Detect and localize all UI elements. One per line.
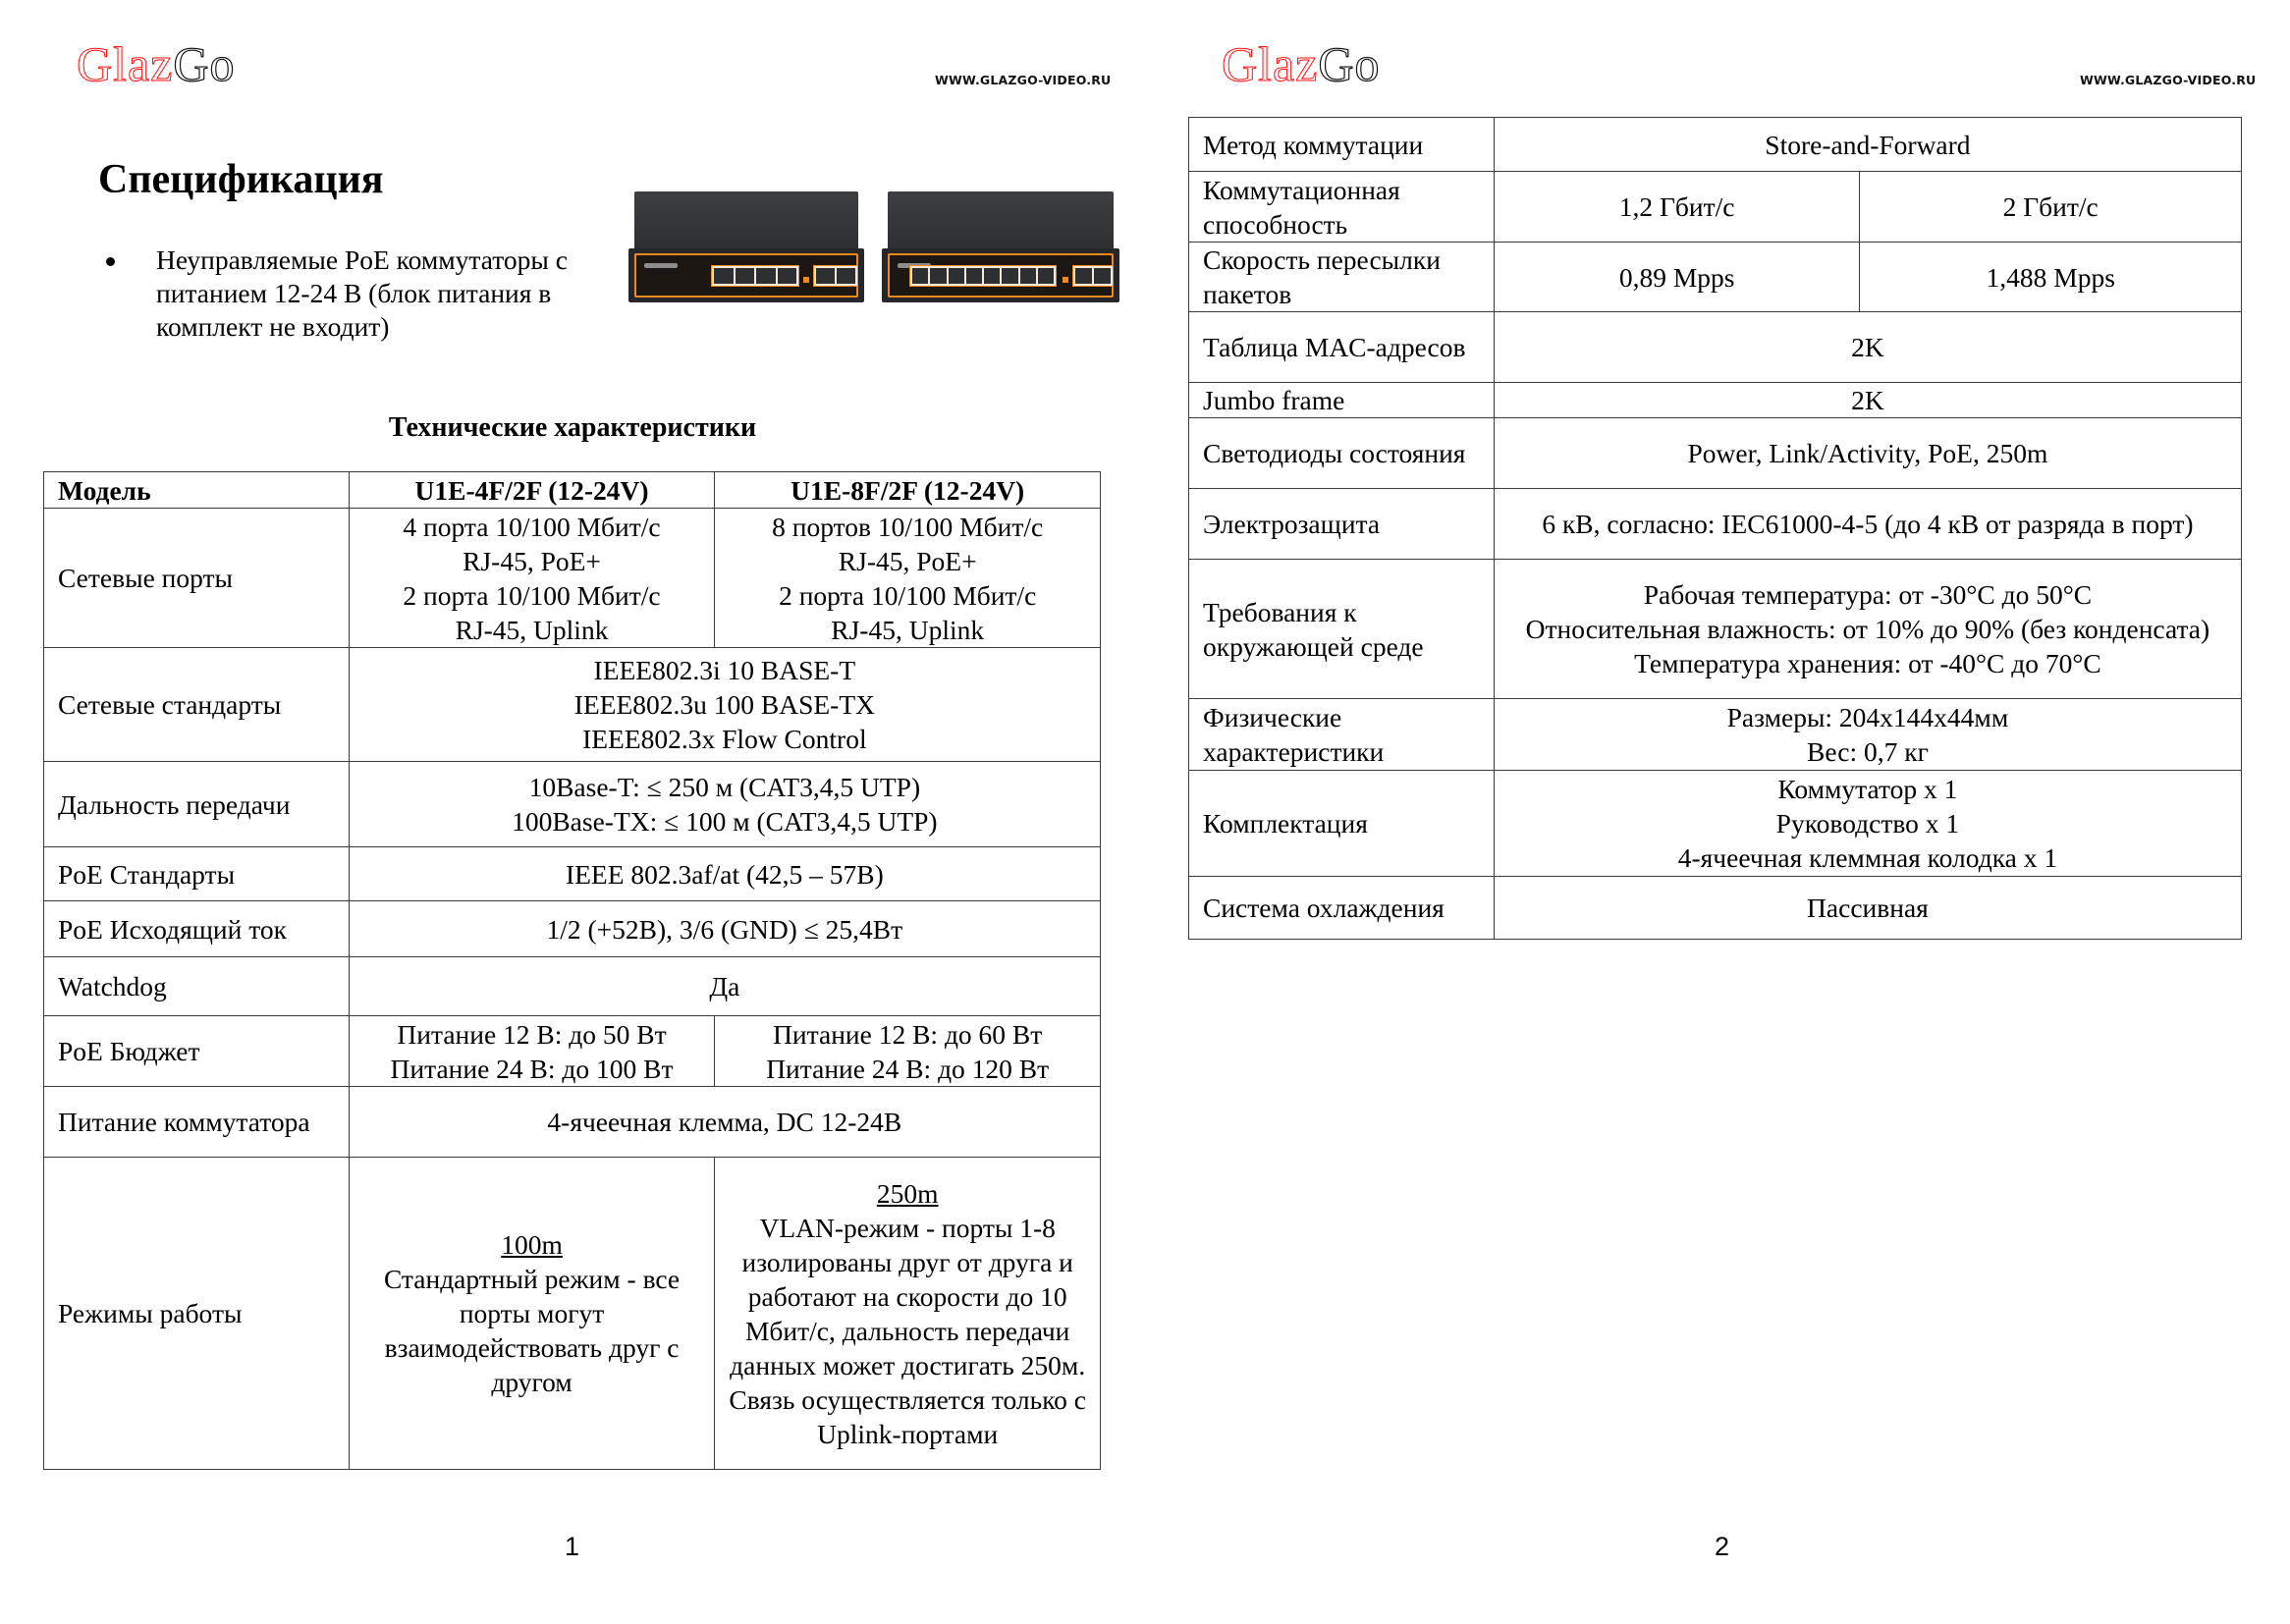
- cell-8port: [715, 1016, 1101, 1087]
- cell-value: 2K: [1494, 383, 2241, 418]
- logo-part-glaz: Glaz: [1222, 36, 1319, 91]
- mode-description: VLAN-режим - порты 1-8 изолированы друг от друга и работают на скорости до 10 Мбит/с, дальность передачи данных может достигать 250м. Связь осуществляется только с Uplink-портами: [729, 1212, 1086, 1449]
- table-header-row: [44, 472, 1101, 509]
- intro-bullet-text: Неуправляемые PoE коммутаторы с питанием 12-24 В (блок питания в комплект не входит): [156, 244, 568, 342]
- cell-value: [349, 847, 1100, 901]
- cell-line: Питание 12 В: до 50 Вт: [397, 1018, 667, 1050]
- header-model-8port: U1E-8F/2F (12-24V): [715, 472, 1101, 509]
- table-row: [44, 648, 1101, 762]
- cell-line: IEEE 802.3af/at (42,5 – 57В): [565, 858, 884, 890]
- row-label: Комплектация: [1189, 771, 1495, 877]
- cell-line: Питание 24 В: до 100 Вт: [390, 1053, 674, 1084]
- cell-value: [349, 901, 1100, 957]
- cell-line: Относительная влажность: от 10% до 90% (без конденсата): [1525, 614, 2210, 644]
- spec-table-page-1: [43, 471, 1101, 1470]
- cell-line: RJ-45, PoE+: [838, 545, 977, 576]
- table-row: [1189, 118, 2242, 172]
- cell-value: Store-and-Forward: [1494, 118, 2241, 172]
- cell-value: 2K: [1494, 312, 2241, 383]
- header-model: Модель: [44, 472, 350, 509]
- tech-specs-heading: Технические характеристики: [388, 412, 757, 443]
- site-url: WWW.GLAZGO-VIDEO.RU: [2080, 73, 2257, 87]
- cell-line: Размеры: 204x144x44мм: [1726, 702, 2009, 732]
- cell-line: Температура хранения: от -40°C до 70°C: [1634, 648, 2101, 678]
- row-label: Физические характеристики: [1189, 699, 1495, 771]
- page-number: 1: [565, 1532, 580, 1561]
- table-row: [44, 901, 1101, 957]
- cell-8port: 1,488 Mpps: [1860, 243, 2242, 312]
- cell-line: Питание 24 В: до 120 Вт: [766, 1053, 1050, 1084]
- cell-4port: 1,2 Гбит/с: [1494, 172, 1860, 243]
- logo-part-go: Go: [1318, 36, 1381, 91]
- cell-8port: 2 Гбит/с: [1860, 172, 2242, 243]
- table-row: [1189, 383, 2242, 418]
- cell-line: 100Base-TX: ≤ 100 м (CAT3,4,5 UTP): [512, 806, 938, 837]
- row-label: Система охлаждения: [1189, 877, 1495, 940]
- cell-8port: [715, 1158, 1101, 1470]
- cell-value: Пассивная: [1494, 877, 2241, 940]
- table-row: [1189, 771, 2242, 877]
- cell-line: IEEE802.3u 100 BASE-TX: [573, 689, 875, 720]
- table-row: [1189, 560, 2242, 699]
- site-url: WWW.GLAZGO-VIDEO.RU: [935, 73, 1112, 87]
- mode-title-100m: 100m: [501, 1229, 563, 1260]
- row-label: Таблица MAC-адресов: [1189, 312, 1495, 383]
- table-row: [44, 1158, 1101, 1470]
- table-row: [1189, 877, 2242, 940]
- cell-line: IEEE802.3x Flow Control: [582, 724, 867, 754]
- row-label: Требования к окружающей среде: [1189, 560, 1495, 699]
- table-row: [1189, 418, 2242, 489]
- header-model-4port: U1E-4F/2F (12-24V): [349, 472, 715, 509]
- cell-value: [349, 1087, 1100, 1158]
- cell-line: 4-ячеечная клеммная колодка x 1: [1677, 842, 2058, 873]
- table-row: [44, 847, 1101, 901]
- row-label: Электрозащита: [1189, 489, 1495, 560]
- row-label: Сетевые порты: [44, 509, 350, 648]
- cell-line: 1/2 (+52В), 3/6 (GND) ≤ 25,4Вт: [546, 913, 903, 945]
- cell-line: Рабочая температура: от -30°C до 50°C: [1643, 579, 2093, 610]
- row-label: PoE Исходящий ток: [44, 901, 350, 957]
- row-label: PoE Бюджет: [44, 1016, 350, 1087]
- switch-8-port-image: [882, 189, 1119, 305]
- cell-value: [1494, 560, 2241, 699]
- logo-part-go: Go: [173, 36, 236, 91]
- table-row: [44, 1016, 1101, 1087]
- row-label: Коммутационная способность: [1189, 172, 1495, 243]
- glazgo-logo: [77, 36, 236, 91]
- cell-value: [349, 762, 1100, 847]
- cell-value: Power, Link/Activity, PoE, 250m: [1494, 418, 2241, 489]
- cell-value: 6 кВ, согласно: IEC61000-4-5 (до 4 кВ от разряда в порт): [1494, 489, 2241, 560]
- spec-table-page-2: [1188, 117, 2242, 940]
- page-number: 2: [1715, 1532, 1730, 1561]
- intro-bullet: [106, 244, 636, 344]
- glazgo-logo: [1222, 36, 1381, 91]
- mode-description: Стандартный режим - все порты могут взаимодействовать друг с другом: [383, 1264, 681, 1397]
- cell-line: RJ-45, Uplink: [455, 614, 609, 645]
- cell-4port: [349, 1158, 715, 1470]
- table-row: [1189, 489, 2242, 560]
- row-label: Дальность передачи: [44, 762, 350, 847]
- cell-line: Питание 12 В: до 60 Вт: [773, 1018, 1043, 1050]
- cell-line: 2 порта 10/100 Мбит/с: [779, 579, 1037, 611]
- table-row: [44, 509, 1101, 648]
- row-label: Сетевые стандарты: [44, 648, 350, 762]
- cell-8port: [715, 509, 1101, 648]
- cell-4port: [349, 1016, 715, 1087]
- cell-line: Да: [709, 971, 740, 1001]
- cell-line: 2 порта 10/100 Мбит/с: [403, 579, 661, 611]
- product-image: [628, 189, 1119, 305]
- cell-line: Руководство x 1: [1775, 808, 1960, 839]
- cell-line: 10Base-T: ≤ 250 м (CAT3,4,5 UTP): [528, 772, 921, 802]
- cell-line: 8 портов 10/100 Мбит/с: [772, 511, 1044, 542]
- cell-line: RJ-45, Uplink: [831, 614, 985, 645]
- cell-4port: 0,89 Mpps: [1494, 243, 1860, 312]
- table-row: [1189, 699, 2242, 771]
- cell-4port: [349, 509, 715, 648]
- logo-part-glaz: Glaz: [77, 36, 174, 91]
- table-row: [44, 957, 1101, 1016]
- cell-line: RJ-45, PoE+: [463, 545, 601, 576]
- table-row: [1189, 312, 2242, 383]
- row-label: Питание коммутатора: [44, 1087, 350, 1158]
- bullet-dot-icon: [106, 257, 115, 266]
- cell-line: 4 порта 10/100 Мбит/с: [403, 511, 661, 542]
- cell-value: [349, 648, 1100, 762]
- table-row: [44, 1087, 1101, 1158]
- row-label: Светодиоды состояния: [1189, 418, 1495, 489]
- cell-line: Вес: 0,7 кг: [1807, 736, 1929, 767]
- table-row: [44, 762, 1101, 847]
- switch-4-port-image: [628, 189, 864, 305]
- cell-value: [1494, 699, 2241, 771]
- cell-line: Коммутатор x 1: [1777, 774, 1958, 804]
- row-label: Watchdog: [44, 957, 350, 1016]
- cell-line: IEEE802.3i 10 BASE-T: [593, 655, 856, 685]
- cell-value: [349, 957, 1100, 1016]
- row-label: Скорость пересылки пакетов: [1189, 243, 1495, 312]
- cell-value: [1494, 771, 2241, 877]
- cell-line: 4-ячеечная клемма, DC 12-24В: [547, 1107, 902, 1137]
- row-label: Режимы работы: [44, 1158, 350, 1470]
- row-label: Метод коммутации: [1189, 118, 1495, 172]
- page-title: Спецификация: [98, 157, 384, 202]
- table-row: [1189, 243, 2242, 312]
- row-label: PoE Стандарты: [44, 847, 350, 901]
- table-row: [1189, 172, 2242, 243]
- row-label: Jumbo frame: [1189, 383, 1495, 418]
- mode-title-250m: 250m: [876, 1177, 939, 1209]
